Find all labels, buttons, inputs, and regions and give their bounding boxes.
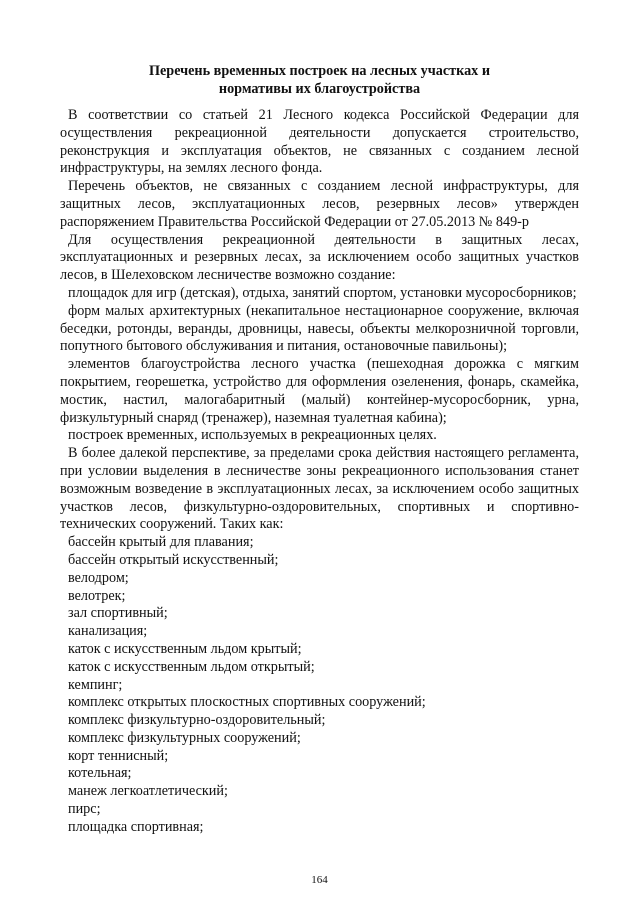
list-item: велотрек; <box>68 587 126 604</box>
paragraph: площадок для игр (детская), отдыха, занятий спортом, установки мусоросборников; <box>68 284 577 301</box>
list-item: каток с искусственным льдом крытый; <box>68 640 302 657</box>
list-item: канализация; <box>68 623 148 640</box>
list-item: комплекс физкультурных сооружений; <box>68 729 301 746</box>
paragraph: элементов благоустройства лесного участка (пешеходная дорожка с мягким покрытием, георешетка, устройство для оформления озеленения, фонарь, скамейка, мостик, настил, малогабаритный (малый) контейнер-мусоросборник, урна, физкультурный снаряд (тренажер), наземная туалетная кабина); <box>60 356 579 426</box>
list-item: комплекс физкультурно-оздоровительный; <box>68 712 326 729</box>
list-item: площадка спортивная; <box>68 818 204 835</box>
list-item: пирс; <box>68 801 101 818</box>
paragraph: построек временных, используемых в рекреационных целях. <box>68 427 437 444</box>
list-item: кемпинг; <box>68 676 123 693</box>
paragraph: форм малых архитектурных (некапитальное нестационарное сооружение, включая беседки, ротонды, веранды, дровницы, навесы, объекты мелкорозничной торговли, попутного бытового обслуживания и питания, остановочные павильоны); <box>60 302 579 355</box>
title-line-1: Перечень временных построек на лесных участках и <box>148 63 491 79</box>
title-line-2: нормативы их благоустройства <box>218 81 421 97</box>
paragraph: В более далекой перспективе, за пределами срока действия настоящего регламента, при условии выделения в лесничестве зоны рекреационного использования станет возможным возведение в эксплуатационных лесах, за исключением особо защитных участков лесов, физкультурно-оздоровительных, спортивных и спортивно-технических сооружений. Таких как: <box>60 445 579 533</box>
paragraph: Для осуществления рекреационной деятельности в защитных лесах, эксплуатационных и резервных лесах, за исключением особо защитных участков лесов, в Шелеховском лесничестве возможно создание: <box>60 231 579 284</box>
list-item: бассейн крытый для плавания; <box>68 534 254 551</box>
list-item: каток с искусственным льдом открытый; <box>68 658 315 675</box>
list-item: комплекс открытых плоскостных спортивных сооружений; <box>68 694 426 711</box>
list-item: корт теннисный; <box>68 747 169 764</box>
page-title <box>60 62 579 98</box>
page-number: 164 <box>311 874 328 886</box>
document-body <box>60 107 579 837</box>
list-item: котельная; <box>68 765 132 782</box>
list-item: бассейн открытый искусственный; <box>68 551 279 568</box>
list-item: велодром; <box>68 569 129 586</box>
list-item: зал спортивный; <box>68 605 168 622</box>
list-item: манеж легкоатлетический; <box>68 783 228 800</box>
structures-list <box>60 534 579 837</box>
paragraph: Перечень объектов, не связанных с созданием лесной инфраструктуры, для защитных лесов, эксплуатационных лесов, резервных лесов» утвержден распоряжением Правительства Российской Федерации от 27.05.2013 № 849-р <box>60 178 579 230</box>
paragraph: В соответствии со статьей 21 Лесного кодекса Российской Федерации для осуществления рекреационной деятельности допускается строительство, реконструкция и эксплуатация объектов, не связанных с созданием лесной инфраструктуры, на землях лесного фонда. <box>60 107 579 177</box>
